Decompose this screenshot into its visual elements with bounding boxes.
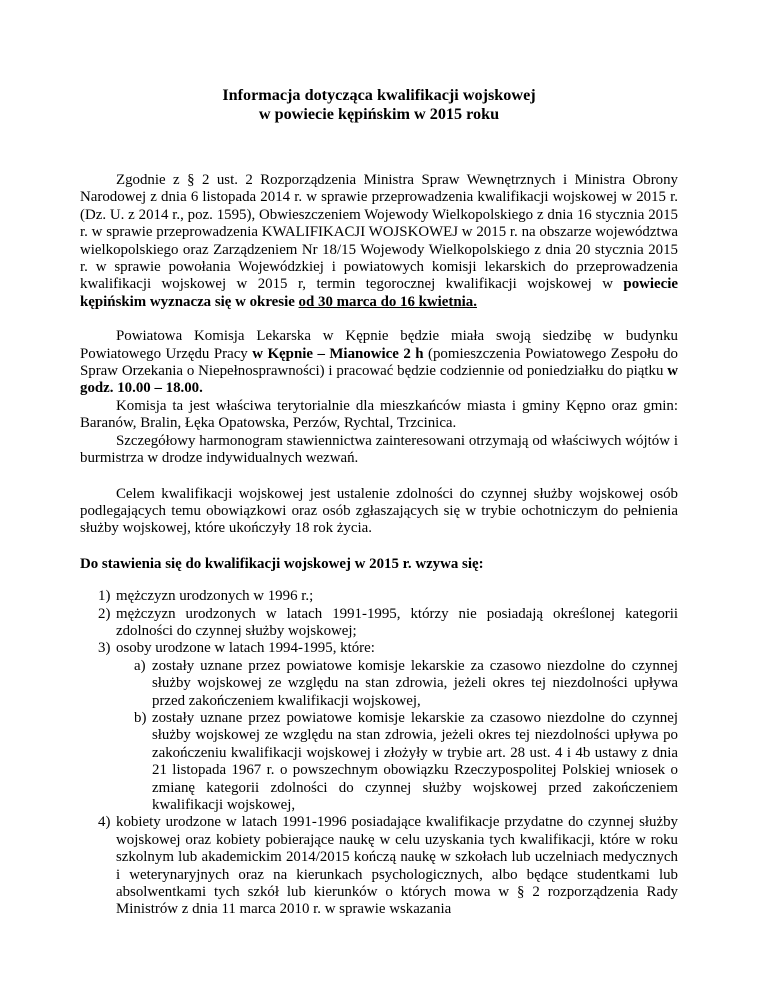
title-line-2: w powiecie kępińskim w 2015 roku — [258, 105, 500, 123]
paragraph-schedule: Szczegółowy harmonogram stawiennictwa zainteresowani otrzymają od właściwych wójtów i burmistrza w drodze indywidualnych wezwań. — [80, 432, 678, 467]
qualification-dates: od 30 marca do 16 kwietnia. — [298, 293, 477, 310]
commission-address: w Kępnie – Mianowice 2 h — [252, 345, 424, 362]
sub-list — [116, 658, 678, 815]
summons-list — [80, 588, 678, 919]
legal-basis-bold: powiecie kępińskim wyznacza się w okresie — [80, 276, 678, 310]
document-page — [80, 86, 678, 919]
sub-list-item-letter: a) — [134, 657, 146, 674]
commission-hours: w godz. 10.00 – 18.00. — [80, 363, 678, 397]
sub-list-item-letter: b) — [134, 709, 147, 726]
paragraph-legal-basis — [80, 172, 678, 311]
paragraph-commission-location — [80, 328, 678, 398]
list-item — [80, 640, 678, 814]
paragraph-purpose: Celem kwalifikacji wojskowej jest ustalenie zdolności do czynnej służby wojskowej osób podlegających temu obowiązkowi oraz osób zgłaszających się w trybie ochotniczym do pełnienia służby wojskowej, które ukończyły 18 rok życia. — [80, 485, 678, 537]
title-line-1: Informacja dotycząca kwalifikacji wojskowej — [222, 86, 536, 104]
list-item — [80, 814, 678, 918]
list-item-number: 4) — [98, 814, 111, 831]
sub-list-item-text: zostały uznane przez powiatowe komisje lekarskie za czasowo niezdolne do czynnej służby wojskowej ze względu na stan zdrowia, jeżeli okres tej niezdolności upływa przed zakończeniem kwalifikacji wojskowej, — [152, 657, 678, 709]
legal-basis-text: Zgodnie z § 2 ust. 2 Rozporządzenia Ministra Spraw Wewnętrznych i Ministra Obrony Narodowej z dnia 6 listopada 2014 r. w sprawie przeprowadzenia kwalifikacji wojskowej w 2015 r. (Dz. U. z 2014 r., poz. 1595), Obwieszczeniem Wojewody Wielkopolskiego z dnia 16 stycznia 2015 r. w sprawie przeprowadzenia KWALIFIKACJI WOJSKOWEJ w 2015 r. na obszarze województwa wielkopolskiego oraz Zarządzeniem Nr 18/15 Wojewody Wielkopolskiego z dnia 20 stycznia 2015 r. w sprawie powołania Wojewódzkiej i powiatowych komisji lekarskich do przeprowadzenia kwalifikacji wojskowej w 2015 r, termin tegorocznej kwalifikacji wojskowej w — [80, 172, 678, 293]
list-item-text: mężczyzn urodzonych w latach 1991-1995, którzy nie posiadają określonej kategorii zdolności do czynnej służby wojskowej; — [116, 605, 678, 639]
list-item-number: 2) — [98, 605, 111, 622]
list-item-text: kobiety urodzone w latach 1991-1996 posiadające kwalifikacje przydatne do czynnej służby wojskowej oraz kobiety pobierające naukę w celu uzyskania tych kwalifikacji, które w roku szkolnym lub akademickim 2014/2015 kończą naukę w szkołach lub uczelniach medycznych i weterynaryjnych oraz na kierunkach psychologicznych, albo będące studentkami lub absolwentkami tych szkół lub kierunków o których mowa w § 2 rozporządzenia Rady Ministrów z dnia 11 marca 2010 r. w sprawie wskazania — [116, 814, 678, 918]
list-item — [80, 606, 678, 641]
paragraph-jurisdiction: Komisja ta jest właściwa terytorialnie dla mieszkańców miasta i gminy Kępno oraz gmin: Baranów, Bralin, Łęka Opatowska, Perzów, Rychtal, Trzcinica. — [80, 397, 678, 432]
list-heading: Do stawienia się do kwalifikacji wojskowej w 2015 r. wzywa się: — [80, 555, 484, 572]
document-title — [80, 86, 678, 124]
sub-list-item — [116, 658, 678, 710]
list-item-text: osoby urodzone w latach 1994-1995, które: — [116, 640, 375, 657]
sub-list-item-text: zostały uznane przez powiatowe komisje lekarskie za czasowo niezdolne do czynnej służby wojskowej ze względu na stan zdrowia, jeżeli okres tej niezdolności upływa po zakończeniu kwalifikacji wojskowej i złożyły w trybie art. 28 ust. 4 i 4b ustawy z dnia 21 listopada 1967 r. o powszechnym obowiązku Rzeczypospolitej Polskiej wniosek o zmianę kategorii zdolności do czynnej służby wojskowej przed zakończeniem kwalifikacji wojskowej, — [152, 709, 678, 813]
sub-list-item — [116, 710, 678, 814]
list-item-number: 3) — [98, 640, 111, 657]
list-item — [80, 588, 678, 605]
commission-text-b: (pomieszczenia Powiatowego Zespołu do Spraw Orzekania o Niepełnosprawności) i pracować będzie codziennie od poniedziałku do piątku — [80, 345, 678, 380]
list-item-text: mężczyzn urodzonych w 1996 r.; — [116, 588, 314, 605]
list-item-number: 1) — [98, 588, 111, 605]
commission-text-a: Powiatowa Komisja Lekarska w Kępnie będzie miała swoją siedzibę w budynku Powiatowego Urzędu Pracy — [80, 328, 678, 362]
